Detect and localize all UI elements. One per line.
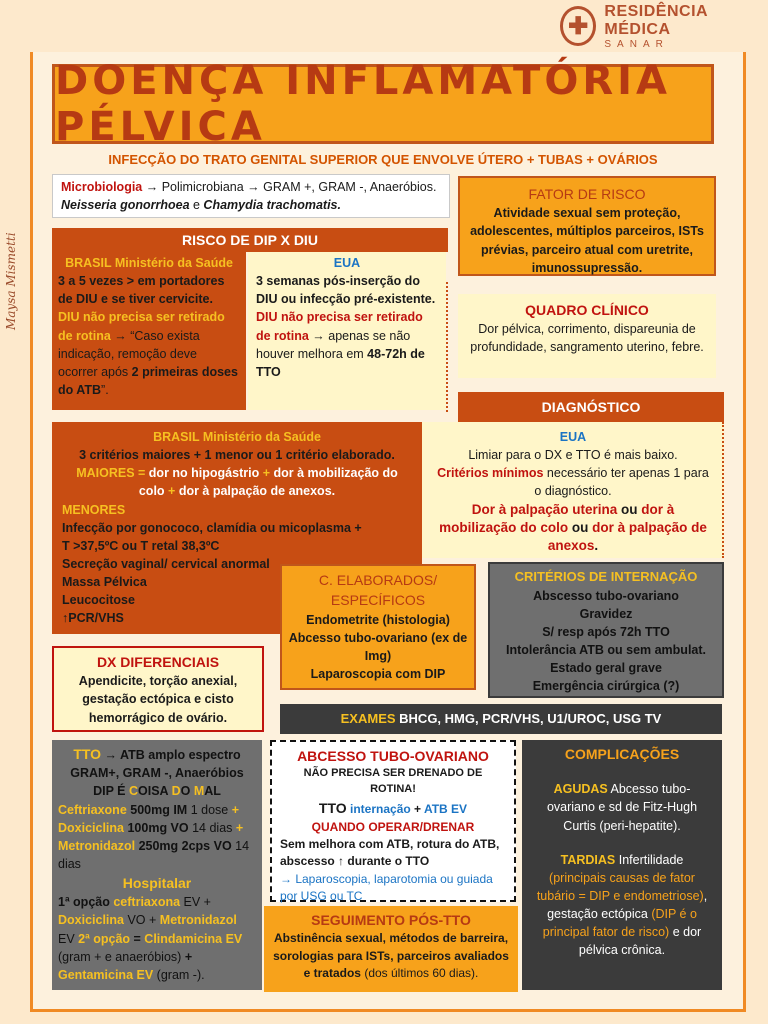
follow-up-text: Abstinência sexual, métodos de barreira, sorologias para ISTs, parceiros avaliados e tratados [273,931,509,981]
dotted-divider [722,422,724,558]
risk-eua-title: EUA [333,256,361,270]
micro-and: e [189,198,204,213]
brand-title: RESIDÊNCIA MÉDICA [604,2,708,38]
diag-menores-1: Infecção por gonococo, clamídia ou micoplasma + [62,520,362,535]
brand-logo [560,4,760,48]
diagnosis-title: DIAGNÓSTICO [458,392,724,422]
risk-diu-eua [248,252,446,410]
risk-br-2: DIU não precisa ser retirado de rotina [58,310,225,343]
compl-agudas-text: Abcesso tubo-ovariano e sd de Fitz-Hugh Curtis (peri-hepatite). [546,782,698,833]
abscess-when-text: Sem melhora com ATB, rotura do ATB, abscesso ↑ durante o TTO [280,836,500,869]
intern-item: Gravidez [579,606,633,621]
follow-up-box [264,906,518,992]
micro-text: → Polimicrobiana → GRAM +, GRAM -, Anaeróbios. [142,180,437,194]
diag-menores-6: ↑PCR/VHS [62,611,124,626]
diag-eua-5: dor à mobilização do colo [439,501,675,535]
cross-icon: ✚ [560,6,596,46]
micro-neisseria: Neisseria gonorrhoea [61,198,190,213]
risk-factor-text: Atividade sexual sem proteção, adolescentes, múltiplos parceiros, ISTs prévias, parceiro atual com uretrite, imunossupressão. [470,206,704,275]
diag-eq: = [134,466,149,481]
risk-eua-2: DIU não precisa ser retirado de rotina [256,310,423,343]
diagnosis-eua [422,422,724,558]
tto-intro: → ATB amplo espectro GRAM+, GRAM -, Anaeróbios [70,748,244,781]
elab-item: Endometrite (histologia) [306,612,450,627]
abscess-title: ABCESSO TUBO-OVARIANO [297,748,489,764]
risk-br-title: BRASIL Ministério da Saúde [65,256,233,270]
micro-label: Microbiologia [61,180,143,194]
intern-item: Estado geral grave [550,661,662,676]
abscess-box [270,740,516,902]
diag-br-1: 3 critérios maiores + 1 menor ou 1 critério elaborado. [79,448,395,463]
dxdif-title: DX DIFERENCIAIS [96,654,220,670]
intern-item: Emergência cirúrgica (?) [532,679,680,694]
page-title: DOENÇA INFLAMATÓRIA PÉLVICA [55,58,671,150]
diag-ou-1: ou [617,501,642,517]
clinical-picture-box [458,294,716,378]
intern-item: Intolerância ATB ou sem ambulat. [505,643,707,658]
risk-eua-1: 3 semanas pós-inserção do DIU ou infecção pré-existente. [256,274,436,307]
intern-item: S/ resp após 72h TTO [542,625,670,640]
diag-eua-2: Critérios mínimos [437,466,544,481]
diag-menores-3: Secreção vaginal/ cervical anormal [62,556,270,571]
author-signature: Maysa Mismetti [4,232,18,330]
tto-label: TTO [73,746,102,762]
risk-factor-box [458,176,716,276]
elab-item: Laparoscopia com DIP [310,666,446,681]
abscess-sub: NÃO PRECISA SER DRENADO DE ROTINA! [303,767,483,796]
diag-br-title: BRASIL Ministério da Saúde [153,430,321,444]
exams-text: BHCG, HMG, PCR/VHS, U1/UROC, USG TV [395,711,662,726]
diag-plus-1: + [259,466,274,481]
risk-br-4: 2 primeiras doses do ATB [58,364,238,397]
diag-eua-1: Limiar para o DX e TTO é mais baixo. [468,448,678,463]
microbiology-box [52,174,450,218]
diag-ou-2: ou [568,519,593,535]
diag-maiores-line [62,464,412,500]
tto-metro: Metronidazol [58,838,136,853]
clinical-picture-title: QUADRO CLÍNICO [525,302,649,318]
risk-factor-title: FATOR DE RISCO [528,186,646,202]
complications-title: COMPLICAÇÕES [564,746,680,762]
compl-tardias: TARDIAS [560,852,616,867]
diag-eua-6: dor à palpação de anexos [547,519,707,553]
diag-maiores-1: dor no hipogástrio [148,466,260,481]
dxdif-text: Apendicite, torção anexial, gestação ectópica e cisto hemorrágico de ovário. [78,674,238,725]
risk-br-3: → “Caso exista indicação, remoção deve ocorrer após [58,328,200,379]
elaborated-criteria-box [280,564,476,690]
brand-sub: SANAR [604,38,669,50]
title-banner [52,58,714,150]
micro-chlamydia: Chamydia trachomatis. [203,198,341,213]
abscess-when: QUANDO OPERAR/DRENAR [311,819,475,834]
diag-maiores-2: dor à mobilização do colo [138,466,398,499]
differential-dx-box [52,646,264,732]
risk-diu-brasil [52,252,246,410]
complications-box: COMPLICAÇÕES AGUDAS Abcesso tubo-ovariano e sd de Fitz-Hugh Curtis (peri-hepatite). TARDIAS Infertilidade (principais causas de fator tubário = DIP e endometriose), gestação ectópica (DIP é o principal fator de risco) e dor pélvica crônica. [522,740,722,990]
diag-maiores: MAIORES [76,466,135,481]
risk-br-1: 3 a 5 vezes > em portadores de DIU e se tiver cervicite. [58,274,225,307]
diag-menores-5: Leucocitose [62,593,135,608]
intern-title: CRITÉRIOS DE INTERNAÇÃO [514,569,698,584]
follow-up-title: SEGUIMENTO PÓS-TTO [311,912,471,928]
diag-eua-title: EUA [559,430,587,444]
abscess-tto-line: TTO internação + ATB EV [318,800,468,817]
dotted-divider [446,282,448,412]
risk-br-5: ”. [101,382,109,397]
elab-item: Abcesso tubo-ovariano (ex de Img) [288,630,468,663]
diag-menores-4: Massa Pélvica [62,575,147,589]
diag-dot: . [594,537,599,553]
intern-item: Abscesso tubo-ovariano [533,588,679,603]
page-subtitle: INFECÇÃO DO TRATO GENITAL SUPERIOR QUE ENVOLVE ÚTERO + TUBAS + OVÁRIOS [108,152,658,167]
diag-eua-4: Dor à palpação uterina [471,501,618,517]
diag-menores-2: T >37,5ºC ou T retal 38,3ºC [62,538,220,553]
hospitalization-criteria-box [488,562,724,698]
tto-hosp: Hospitalar [122,875,192,892]
exams-label: EXAMES [340,711,396,726]
diag-eua-3: necessário ter apenas 1 para o diagnóstico. [534,466,709,499]
risk-eua-4: 48-72h de TTO [256,346,425,379]
tto-doxi: Doxiciclina [58,820,124,835]
diag-maiores-3: dor à palpação de anexos. [178,484,336,499]
tto-dip-line: DIP É COISA DO MAL [93,784,221,799]
tto-ceft: Ceftriaxone [58,802,127,817]
risk-diu-title: RISCO DE DIP X DIU [52,228,448,252]
follow-up-text2: (dos últimos 60 dias). [360,966,479,981]
diag-plus-2: + [164,484,179,499]
risk-eua-3: → apenas se não houver melhora em [256,328,411,361]
compl-agudas: AGUDAS [553,782,608,797]
diag-menores: MENORES [62,502,126,517]
exams-bar [280,704,722,734]
treatment-box: TTO → ATB amplo espectro GRAM+, GRAM -, Anaeróbios DIP É COISA DO MAL Ceftriaxone 500mg IM 1 dose + Doxiciclina 100mg VO 14 dias + Metronidazol 250mg 2cps VO 14 dias Hospitalar 1ª opção ceftriaxona EV + Doxiciclina VO + Metronidazol EV 2ª opção = Clindamicina EV (gram + e anaeróbios) + Gentamicina EV (gram -). [52,740,262,990]
abscess-how: → Laparoscopia, laparotomia ou guiada por USG ou TC [280,871,493,904]
elab-title: C. ELABORADOS/ ESPECÍFICOS [318,572,438,609]
clinical-picture-text: Dor pélvica, corrimento, dispareunia de profundidade, sangramento uterino, febre. [470,322,704,355]
